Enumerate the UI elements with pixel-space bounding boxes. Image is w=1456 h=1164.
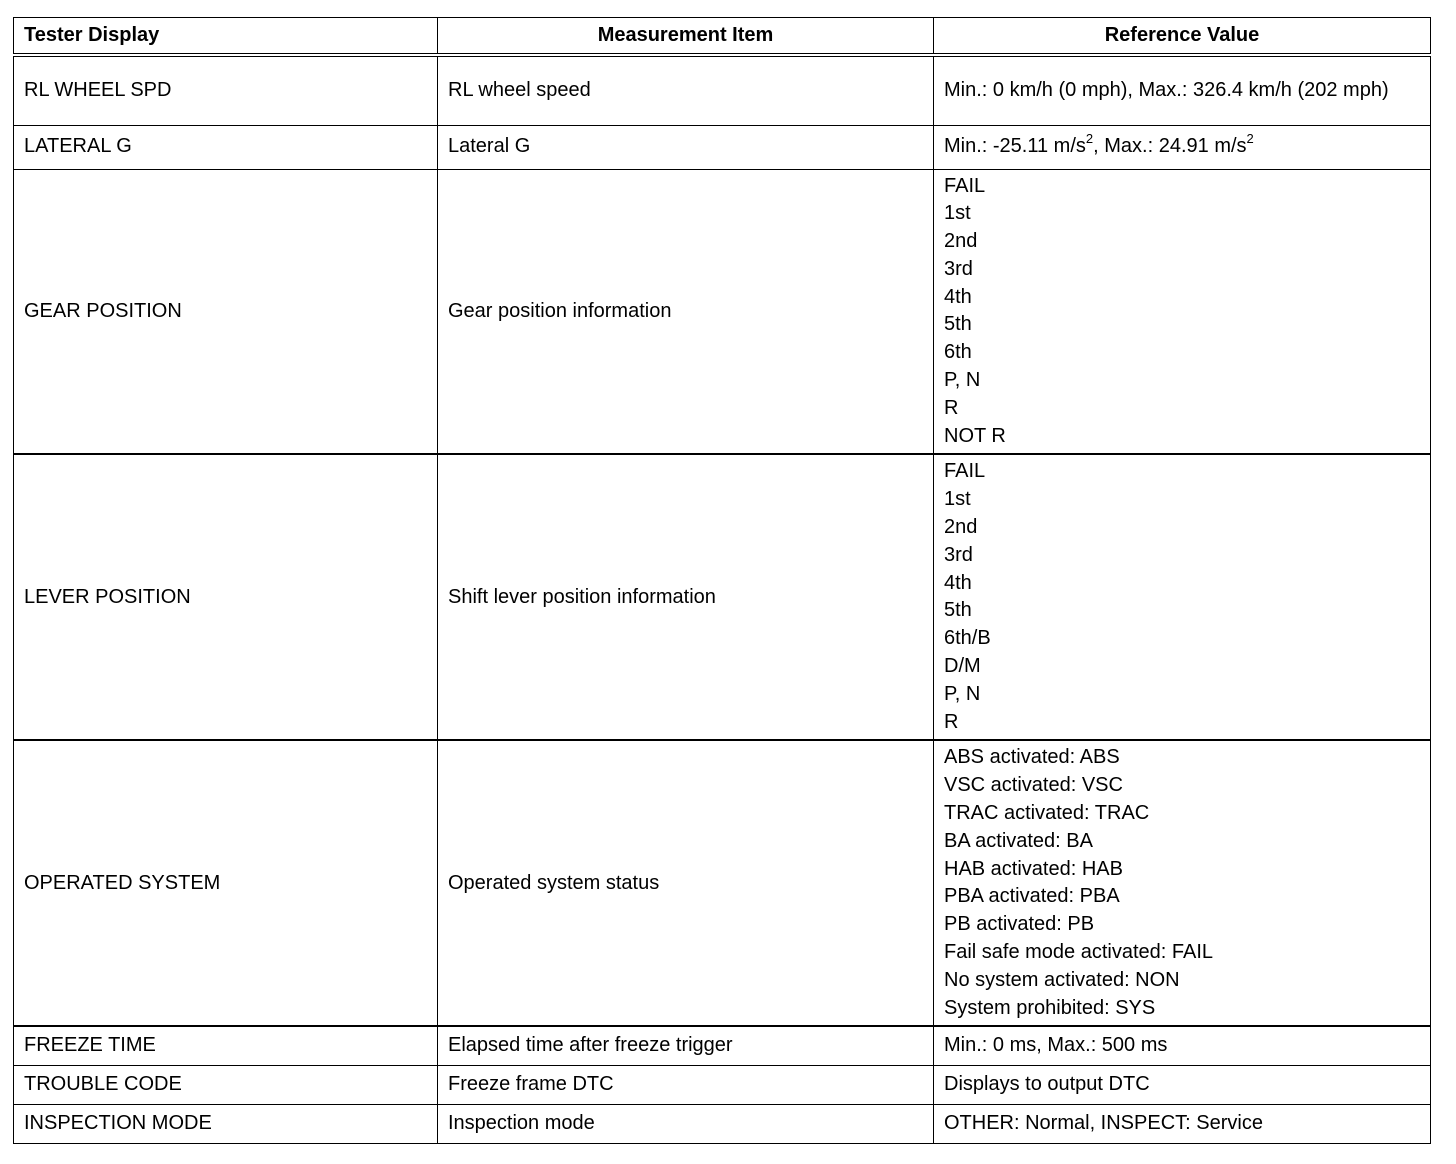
tester-display-cell: OPERATED SYSTEM: [14, 740, 438, 1026]
header-tester-display: Tester Display: [14, 18, 438, 56]
reference-value-cell: Displays to output DTC: [934, 1065, 1431, 1104]
reference-value-cell: Min.: 0 km/h (0 mph), Max.: 326.4 km/h (202 mph): [934, 55, 1431, 125]
ref-line: BA activated: BA: [944, 829, 1093, 852]
measurement-item-cell: Shift lever position information: [438, 454, 934, 740]
header-reference-value: Reference Value: [934, 18, 1431, 56]
tester-display-cell: TROUBLE CODE: [14, 1065, 438, 1104]
ref-line: 2nd: [944, 230, 978, 253]
ref-line: 1st: [944, 488, 971, 511]
table-row: [14, 125, 1431, 169]
ref-line: 3rd: [944, 543, 973, 566]
table-row: [14, 1026, 1431, 1065]
tester-display-cell: RL WHEEL SPD: [14, 55, 438, 125]
ref-line: P, N: [944, 369, 981, 392]
tester-display-cell: LEVER POSITION: [14, 454, 438, 740]
tester-display-cell: GEAR POSITION: [14, 169, 438, 454]
superscript: 2: [1085, 131, 1094, 147]
ref-line: ABS activated: ABS: [944, 746, 1120, 769]
tester-display-cell: INSPECTION MODE: [14, 1104, 438, 1143]
ref-line: FAIL: [944, 460, 986, 483]
ref-line: 6th: [944, 341, 972, 364]
header-row: [14, 18, 1431, 56]
ref-line: 3rd: [944, 257, 973, 280]
ref-line: NOT R: [944, 424, 1006, 447]
ref-line: No system activated: NON: [944, 968, 1180, 991]
measurement-item-cell: Freeze frame DTC: [438, 1065, 934, 1104]
reference-value-cell: [934, 125, 1431, 169]
ref-line: 2nd: [944, 516, 978, 539]
table-row: [14, 740, 1431, 1026]
ref-line: TRAC activated: TRAC: [944, 802, 1150, 825]
ref-line: PB activated: PB: [944, 913, 1095, 936]
measurement-item-cell: Operated system status: [438, 740, 934, 1026]
ref-line: D/M: [944, 655, 981, 678]
header-measurement-item: Measurement Item: [438, 18, 934, 56]
tester-display-cell: FREEZE TIME: [14, 1026, 438, 1065]
reference-value-cell: OTHER: Normal, INSPECT: Service: [934, 1104, 1431, 1143]
ref-line: 4th: [944, 571, 972, 594]
reference-value-cell: [934, 454, 1431, 740]
measurement-item-cell: Inspection mode: [438, 1104, 934, 1143]
ref-line: System prohibited: SYS: [944, 996, 1156, 1019]
ref-line: 1st: [944, 202, 971, 225]
measurement-item-cell: Lateral G: [438, 125, 934, 169]
ref-line: P, N: [944, 682, 981, 705]
ref-line: Fail safe mode activated: FAIL: [944, 941, 1214, 964]
measurement-item-cell: Elapsed time after freeze trigger: [438, 1026, 934, 1065]
ref-line: 5th: [944, 599, 972, 622]
superscript: 2: [1246, 131, 1254, 147]
ref-line: FAIL: [944, 174, 986, 197]
reference-value-cell: [934, 740, 1431, 1026]
table-row: [14, 454, 1431, 740]
measurement-item-cell: Gear position information: [438, 169, 934, 454]
table-row: [14, 1104, 1431, 1143]
ref-line: VSC activated: VSC: [944, 774, 1123, 797]
ref-line: R: [944, 396, 959, 419]
ref-line: HAB activated: HAB: [944, 857, 1123, 880]
reference-value-cell: Min.: 0 ms, Max.: 500 ms: [934, 1026, 1431, 1065]
data-list-table: [13, 17, 1431, 1144]
reference-value-cell: [934, 169, 1431, 454]
table-row: [14, 1065, 1431, 1104]
ref-line: 6th/B: [944, 627, 991, 650]
ref-line: 4th: [944, 285, 972, 308]
ref-line: 5th: [944, 313, 972, 336]
ref-text-min: Min.: -25.11 m/s: [944, 135, 1086, 158]
measurement-item-cell: RL wheel speed: [438, 55, 934, 125]
tester-display-cell: LATERAL G: [14, 125, 438, 169]
ref-line: PBA activated: PBA: [944, 885, 1120, 908]
table-row: [14, 169, 1431, 454]
table-row: [14, 55, 1431, 125]
ref-line: R: [944, 710, 959, 733]
ref-text-max: , Max.: 24.91 m/s: [1093, 135, 1247, 158]
